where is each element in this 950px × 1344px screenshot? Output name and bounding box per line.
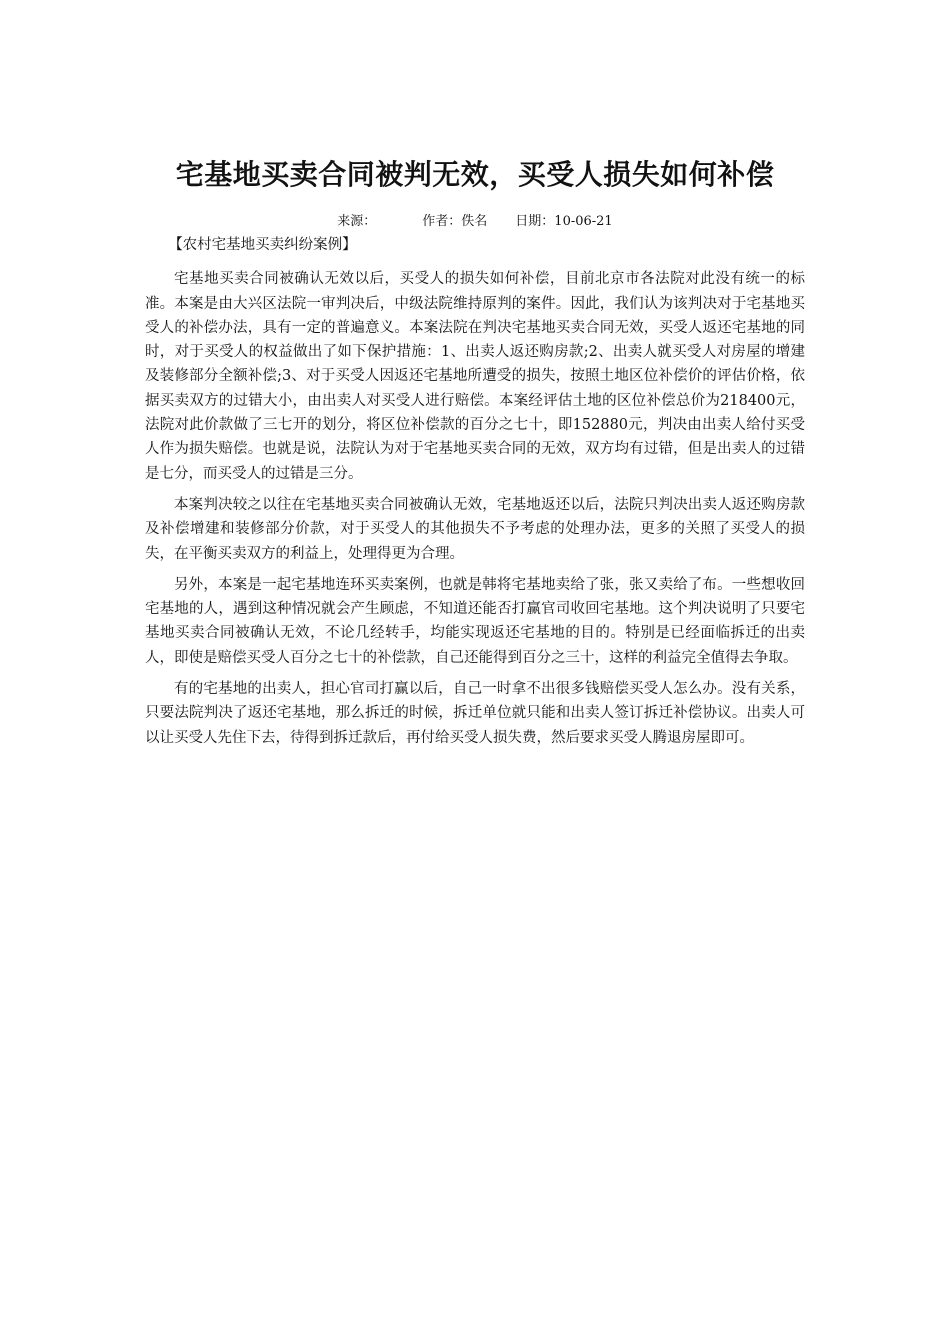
page-title: 宅基地买卖合同被判无效，买受人损失如何补偿 [175, 158, 775, 191]
paragraph-3: 另外，本案是一起宅基地连环买卖案例，也就是韩将宅基地卖给了张，张又卖给了布。一些想收回宅基地的人，遇到这种情况就会产生顾虑，不知道还能否打赢官司收回宅基地。这个判决说明了只要宅基地买卖合同被确认无效，不论几经转手，均能实现返还宅基地的目的。特别是已经面临拆迁的出卖人，即使是赔偿买受人百分之七十的补偿款，自己还能得到百分之三十，这样的利益完全值得去争取。 [145, 576, 805, 666]
paragraph-2: 本案判决较之以往在宅基地买卖合同被确认无效，宅基地返还以后，法院只判决出卖人返还购房款及补偿增建和装修部分价款，对于买受人的其他损失不予考虑的处理办法，更多的关照了买受人的损失，在平衡买卖双方的利益上，处理得更为合理。 [145, 496, 805, 562]
paragraph-4: 有的宅基地的出卖人，担心官司打赢以后，自己一时拿不出很多钱赔偿买受人怎么办。没有关系，只要法院判决了返还宅基地，那么拆迁的时候，拆迁单位就只能和出卖人签订拆迁补偿协议。出卖人可以让买受人先住下去，待得到拆迁款后，再付给买受人损失费，然后要求买受人腾退房屋即可。 [145, 681, 805, 746]
source-label: 来源： [337, 214, 377, 229]
paragraph-1: 宅基地买卖合同被确认无效以后，买受人的损失如何补偿，目前北京市各法院对此没有统一的标准。本案是由大兴区法院一审判决后，中级法院维持原判的案件。因此，我们认为该判决对于宅基地买受人的补偿办法，具有一定的普遍意义。本案法院在判决宅基地买卖合同无效，买受人返还宅基地的同时，对于买受人的权益做出了如下保护措施：1、出卖人返还购房款;2、出卖人就买受人对房屋的增建及装修部分全额补偿;3、对于买受人因返还宅基地所遭受的损失，按照土地区位补偿价的评估价格，依据买卖双方的过错大小，由出卖人对买受人进行赔偿。本案经评估土地的区位补偿总价为218400元，法院对此价款做了三七开的划分，将区位补偿款的百分之七十，即152880元，判决由出卖人给付买受人作为损失赔偿。也就是说，法院认为对于宅基地买卖合同的无效，双方均有过错，但是出卖人的过错是七分，而买受人的过错是三分。 [145, 271, 805, 482]
author-label: 作者：佚名 [422, 214, 488, 229]
article-body [145, 233, 805, 757]
date-label: 日期：10-06-21 [515, 214, 613, 229]
case-category-tag: 【农村宅基地买卖纠纷案例】 [168, 237, 357, 253]
article-meta [0, 211, 950, 233]
